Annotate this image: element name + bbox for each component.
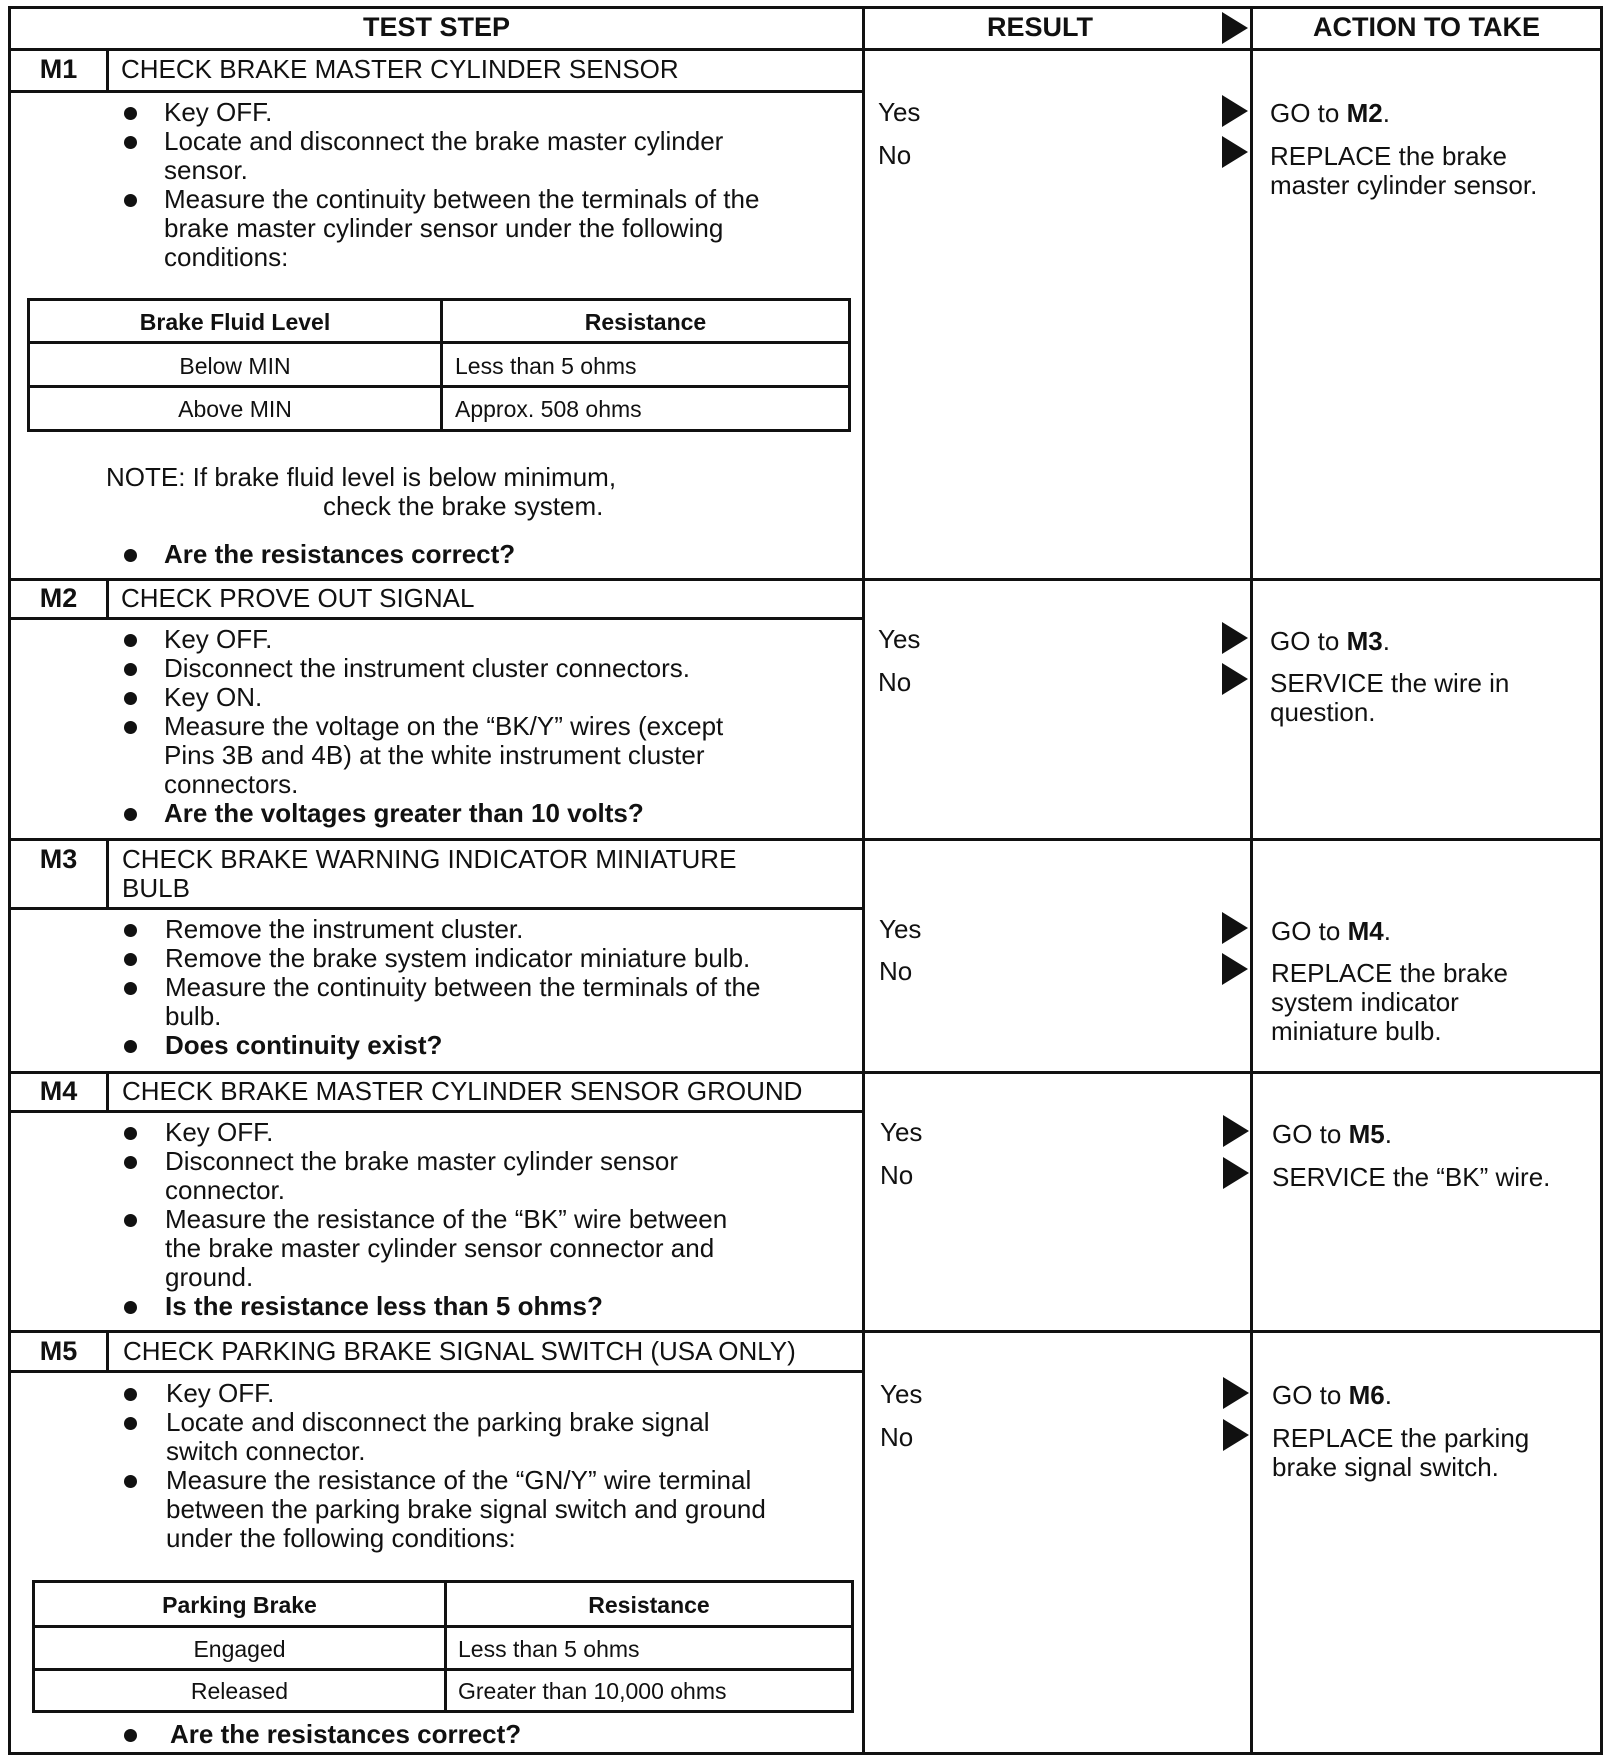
- instruction-line: connectors.: [164, 769, 299, 799]
- instruction-line: Measure the voltage on the “BK/Y” wires (except: [164, 711, 724, 741]
- action-yes: GO to M6.: [1272, 1380, 1392, 1410]
- bullet-icon: [124, 808, 137, 821]
- instruction-line: Key OFF.: [166, 1378, 275, 1408]
- step-title: CHECK BRAKE MASTER CYLINDER SENSOR GROUND: [122, 1076, 803, 1106]
- step-id: M4: [39, 1076, 78, 1106]
- bullet-icon: [124, 136, 137, 149]
- table-cell: Engaged: [193, 1636, 286, 1662]
- instruction-line: brake master cylinder sensor under the following: [164, 213, 724, 243]
- bullet-icon: [124, 1417, 137, 1430]
- question: Are the resistances correct?: [170, 1719, 522, 1749]
- action-no-line: brake signal switch.: [1272, 1452, 1499, 1482]
- instruction-line: Key OFF.: [165, 1117, 274, 1147]
- instruction-line: Pins 3B and 4B) at the white instrument cluster: [164, 740, 705, 770]
- condition-table: [32, 1580, 854, 1713]
- instruction-line: Disconnect the brake master cylinder sensor: [165, 1146, 679, 1176]
- instruction-line: sensor.: [164, 155, 248, 185]
- instruction-line: ground.: [165, 1262, 254, 1292]
- result-yes: Yes: [879, 914, 922, 944]
- result-yes: Yes: [878, 97, 921, 127]
- instruction-line: Locate and disconnect the parking brake signal: [166, 1407, 710, 1437]
- bullet-icon: [124, 924, 137, 937]
- table-header: Parking Brake: [162, 1592, 317, 1618]
- result-no: No: [879, 956, 913, 986]
- action-no-line: miniature bulb.: [1271, 1016, 1442, 1046]
- bullet-icon: [124, 721, 137, 734]
- bullet-icon: [124, 1127, 137, 1140]
- step-id: M5: [39, 1336, 78, 1366]
- instruction-line: Measure the continuity between the terminals of the: [164, 184, 760, 214]
- arrow-right-icon: [1222, 95, 1248, 127]
- bullet-icon: [124, 1388, 137, 1401]
- action-no-line: question.: [1270, 697, 1376, 727]
- arrow-right-icon: [1222, 136, 1248, 168]
- step-title: CHECK PROVE OUT SIGNAL: [121, 583, 475, 613]
- action-no-line: SERVICE the “BK” wire.: [1272, 1162, 1551, 1192]
- table-cell: Above MIN: [178, 396, 292, 422]
- instruction-line: Measure the continuity between the terminals of the: [165, 972, 761, 1002]
- note-line: NOTE: If brake fluid level is below minimum,: [106, 462, 617, 492]
- arrow-right-icon: [1223, 1157, 1249, 1189]
- step-id: M1: [39, 54, 78, 84]
- bullet-icon: [124, 663, 137, 676]
- arrow-right-icon: [1222, 663, 1248, 695]
- instruction-line: Remove the instrument cluster.: [165, 914, 524, 944]
- arrow-right-icon: [1223, 1377, 1249, 1409]
- action-yes: GO to M2.: [1270, 98, 1390, 128]
- arrow-right-icon: [1222, 912, 1248, 944]
- question: Does continuity exist?: [165, 1030, 443, 1060]
- instruction-line: Measure the resistance of the “GN/Y” wire terminal: [166, 1465, 752, 1495]
- bullet-icon: [124, 692, 137, 705]
- instruction-line: bulb.: [165, 1001, 222, 1031]
- action-yes: GO to M4.: [1271, 916, 1391, 946]
- result-no: No: [880, 1160, 914, 1190]
- table-cell: Less than 5 ohms: [455, 353, 637, 379]
- action-no-line: master cylinder sensor.: [1270, 170, 1538, 200]
- table-cell: Less than 5 ohms: [458, 1636, 640, 1662]
- instruction-line: the brake master cylinder sensor connector and: [165, 1233, 715, 1263]
- action-no-line: REPLACE the parking: [1272, 1423, 1530, 1453]
- arrow-right-icon: [1222, 953, 1248, 985]
- table-cell: Greater than 10,000 ohms: [458, 1678, 727, 1704]
- result-yes: Yes: [880, 1117, 923, 1147]
- instruction-line: Remove the brake system indicator miniature bulb.: [165, 943, 751, 973]
- step-title-line: CHECK BRAKE WARNING INDICATOR MINIATURE: [122, 844, 737, 874]
- step-title: CHECK BRAKE MASTER CYLINDER SENSOR: [121, 54, 679, 84]
- instruction-line: Key ON.: [164, 682, 263, 712]
- instruction-line: Measure the resistance of the “BK” wire between: [165, 1204, 728, 1234]
- action-no-line: REPLACE the brake: [1271, 958, 1509, 988]
- instruction-line: between the parking brake signal switch and ground: [166, 1494, 766, 1524]
- action-no-line: REPLACE the brake: [1270, 141, 1508, 171]
- condition-table: [27, 298, 851, 432]
- question: Are the resistances correct?: [164, 539, 516, 569]
- bullet-icon: [124, 634, 137, 647]
- header-result: RESULT: [987, 12, 1093, 42]
- table-header: Resistance: [588, 1592, 710, 1618]
- step-id: M2: [39, 583, 78, 613]
- result-no: No: [880, 1422, 914, 1452]
- bullet-icon: [124, 1214, 137, 1227]
- instruction-line: Key OFF.: [164, 97, 273, 127]
- header-test-step: TEST STEP: [362, 12, 511, 42]
- table-cell: Below MIN: [179, 353, 291, 379]
- bullet-icon: [124, 953, 137, 966]
- instruction-line: connector.: [165, 1175, 285, 1205]
- bullet-icon: [124, 982, 137, 995]
- bullet-icon: [124, 1301, 137, 1314]
- instruction-line: Key OFF.: [164, 624, 273, 654]
- bullet-icon: [124, 1156, 137, 1169]
- step-title-line: BULB: [122, 873, 190, 903]
- result-no: No: [878, 140, 912, 170]
- question: Are the voltages greater than 10 volts?: [164, 798, 644, 828]
- table-header: Brake Fluid Level: [139, 309, 331, 335]
- instruction-line: conditions:: [164, 242, 289, 272]
- bullet-icon: [124, 1475, 137, 1488]
- result-no: No: [878, 667, 912, 697]
- bullet-icon: [124, 107, 137, 120]
- note-line: check the brake system.: [323, 491, 604, 521]
- action-no-line: system indicator: [1271, 987, 1459, 1017]
- bullet-icon: [124, 194, 137, 207]
- arrow-right-icon: [1222, 622, 1248, 654]
- action-yes: GO to M3.: [1270, 626, 1390, 656]
- result-yes: Yes: [880, 1379, 923, 1409]
- table-header: Resistance: [584, 309, 707, 335]
- step-title: CHECK PARKING BRAKE SIGNAL SWITCH (USA ONLY): [123, 1336, 796, 1366]
- instruction-line: under the following conditions:: [166, 1523, 516, 1553]
- table-cell: Released: [190, 1678, 289, 1704]
- question: Is the resistance less than 5 ohms?: [165, 1291, 603, 1321]
- action-no-line: SERVICE the wire in: [1270, 668, 1510, 698]
- bullet-icon: [124, 1729, 137, 1742]
- arrow-right-icon: [1223, 1115, 1249, 1147]
- instruction-line: switch connector.: [166, 1436, 366, 1466]
- bullet-icon: [124, 1040, 137, 1053]
- action-yes: GO to M5.: [1272, 1119, 1392, 1149]
- instruction-line: Disconnect the instrument cluster connectors.: [164, 653, 691, 683]
- header-action: ACTION TO TAKE: [1313, 12, 1540, 42]
- step-id: M3: [39, 844, 78, 874]
- arrow-right-icon: [1223, 1419, 1249, 1451]
- result-yes: Yes: [878, 624, 921, 654]
- bullet-icon: [124, 549, 137, 562]
- arrow-right-icon: [1222, 12, 1248, 44]
- table-cell: Approx. 508 ohms: [455, 396, 642, 422]
- instruction-line: Locate and disconnect the brake master cylinder: [164, 126, 724, 156]
